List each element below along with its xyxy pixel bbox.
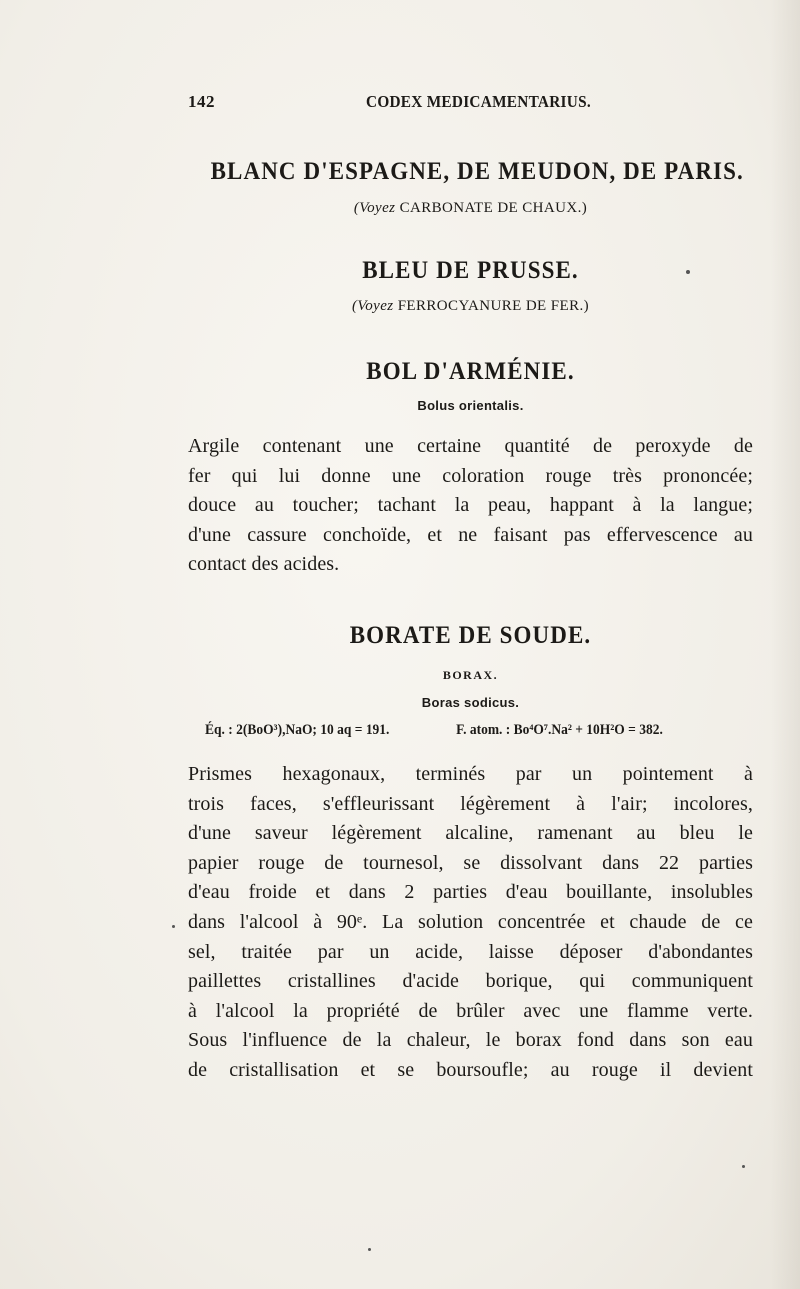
text-line: d'eau froide et dans 2 parties d'eau bouillante, insolubles (188, 881, 753, 904)
synonym: BORAX. (442, 668, 499, 682)
text-line: Sous l'influence de la chaleur, le borax fond dans son eau (188, 1029, 753, 1052)
text-line: de cristallisation et se boursoufle; au rouge il devient (188, 1058, 753, 1081)
running-head (188, 92, 753, 118)
section-blanc-d-espagne (188, 158, 753, 186)
see-prefix: (Voyez (353, 200, 396, 216)
see-target: FERROCYANURE DE FER.) (397, 298, 590, 314)
chemical-formulas (205, 722, 715, 739)
running-title: CODEX MEDICAMENTARIUS. (366, 92, 591, 111)
text-line: d'une saveur légèrement alcaline, ramenant au bleu le (188, 822, 753, 845)
see-prefix: (Voyez (351, 298, 394, 314)
atomic-formula: F. atom. : Bo⁴O⁷.Na² + 10H²O = 382. (456, 722, 663, 738)
text-line: dans l'alcool à 90ᵉ. La solution concentrée et chaude de ce (188, 910, 753, 933)
text-line: Prismes hexagonaux, terminés par un pointement à (188, 763, 753, 785)
print-speck (172, 925, 175, 928)
section-title: BLANC D'ESPAGNE, DE MEUDON, DE PARIS. (210, 158, 744, 185)
section-borate-de-soude (188, 622, 753, 650)
print-speck (686, 270, 690, 274)
latin-name: Bolus orientalis. (417, 398, 524, 413)
section-bleu-de-prusse (188, 257, 753, 285)
section-bol-d-armenie (188, 358, 753, 386)
page-edge-shadow (770, 0, 800, 1289)
section-title: BORATE DE SOUDE. (349, 622, 592, 649)
text-line: sel, traitée par un acide, laisse déposer d'abondantes (188, 940, 753, 963)
section-title: BOL D'ARMÉNIE. (366, 358, 575, 385)
text-line: papier rouge de tournesol, se dissolvant dans 22 parties (188, 851, 753, 874)
print-speck (742, 1165, 745, 1168)
text-line: Argile contenant une certaine quantité de peroxyde de (188, 435, 753, 457)
equivalent-formula: Éq. : 2(BoO³),NaO; 10 aq = 191. (205, 722, 390, 738)
text-line: contact des acides. (188, 553, 340, 576)
description-paragraph (188, 760, 753, 1086)
text-line: paillettes cristallines d'acide borique, qui communiquent (188, 970, 753, 993)
text-line: fer qui lui donne une coloration rouge très prononcée; (188, 464, 753, 487)
latin-name: Boras sodicus. (421, 695, 520, 710)
text-line: à l'alcool la propriété de brûler avec une flamme verte. (188, 999, 753, 1022)
cross-reference (188, 298, 753, 315)
text-line: douce au toucher; tachant la peau, happant à la langue; (188, 494, 753, 517)
cross-reference (188, 200, 753, 217)
section-title: BLEU DE PRUSSE. (362, 257, 579, 284)
see-target: CARBONATE DE CHAUX.) (399, 200, 588, 216)
text-line: trois faces, s'effleurissant légèrement à l'air; incolores, (188, 792, 753, 815)
description-paragraph (188, 432, 753, 580)
page-number: 142 (188, 92, 215, 111)
print-speck (368, 1248, 371, 1251)
text-line: d'une cassure conchoïde, et ne faisant pas effervescence au (188, 523, 753, 546)
